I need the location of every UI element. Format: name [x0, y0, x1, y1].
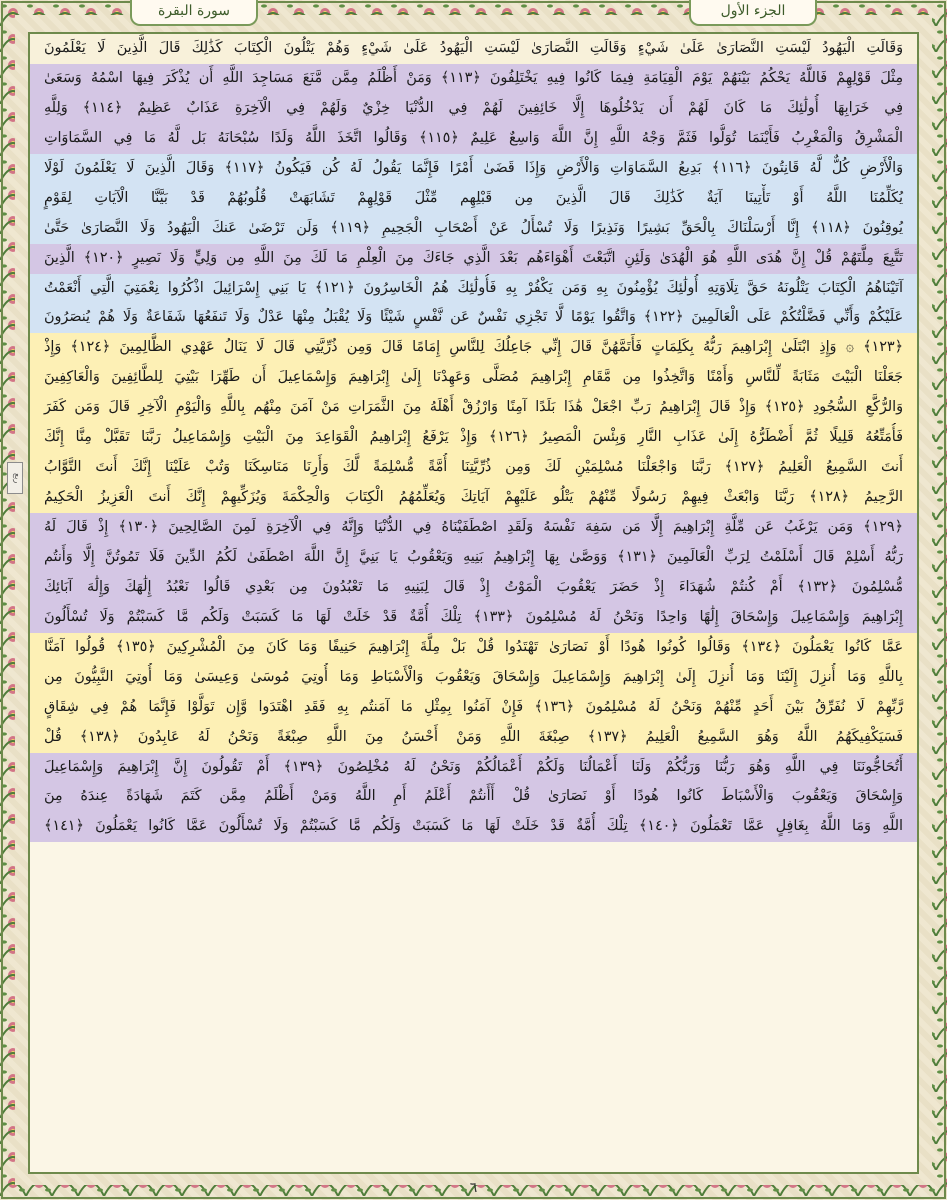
verse-line: مِثْلَ قَوْلِهِمْ فَاللَّهُ يَحْكُمُ بَيْنَهُمْ يَوْمَ الْقِيَامَةِ فِيمَا كَانُوا فِيهِ يَخْتَلِفُونَ ﴿١١٣﴾ وَمَنْ أَظْلَمُ مِمَّن مَّنَعَ مَسَاجِدَ اللَّهِ أَن يُذْكَرَ فِيهَا اسْمُهُ وَسَعَىٰ: [30, 64, 917, 94]
page-number: ٦: [469, 1180, 478, 1196]
verse-line: أَنتَ السَّمِيعُ الْعَلِيمُ ﴿١٢٧﴾ رَبَّنَا وَاجْعَلْنَا مُسْلِمَيْنِ لَكَ وَمِن ذُرِّيَّتِنَا أُمَّةً مُّسْلِمَةً لَّكَ وَأَرِنَا مَنَاسِكَنَا وَتُبْ عَلَيْنَا إِنَّكَ أَنتَ التَّوَّابُ: [30, 453, 917, 483]
surah-name-header: سورة البقرة: [130, 0, 258, 26]
verse-line: تَتَّبِعَ مِلَّتَهُمْ قُلْ إِنَّ هُدَى اللَّهِ هُوَ الْهُدَىٰ وَلَئِنِ اتَّبَعْتَ أَهْوَاءَهُم بَعْدَ الَّذِي جَاءَكَ مِنَ الْعِلْمِ مَا لَكَ مِنَ اللَّهِ مِن وَلِيٍّ وَلَا نَصِيرٍ ﴿١٢٠﴾ الَّذِينَ: [30, 244, 917, 274]
rub-marker: ربع: [7, 462, 23, 494]
verse-line: رَبُّهُ أَسْلِمْ قَالَ أَسْلَمْتُ لِرَبِّ الْعَالَمِينَ ﴿١٣١﴾ وَوَصَّىٰ بِهَا إِبْرَاهِيمُ بَنِيهِ وَيَعْقُوبُ يَا بَنِيَّ إِنَّ اللَّهَ اصْطَفَىٰ لَكُمُ الدِّينَ فَلَا تَمُوتُنَّ إِلَّا وَأَنتُم: [30, 543, 917, 573]
verse-text-block: [28, 32, 919, 1174]
verse-line: أَتُحَاجُّونَنَا فِي اللَّهِ وَهُوَ رَبُّنَا وَرَبُّكُمْ وَلَنَا أَعْمَالُنَا وَلَكُمْ أَعْمَالُكُمْ وَنَحْنُ لَهُ مُخْلِصُونَ ﴿١٣٩﴾ أَمْ تَقُولُونَ إِنَّ إِبْرَاهِيمَ وَإِسْمَاعِيلَ: [30, 753, 917, 783]
verse-line: الرَّحِيمُ ﴿١٢٨﴾ رَبَّنَا وَابْعَثْ فِيهِمْ رَسُولًا مِّنْهُمْ يَتْلُو عَلَيْهِمْ آيَاتِكَ وَيُعَلِّمُهُمُ الْكِتَابَ وَالْحِكْمَةَ وَيُزَكِّيهِمْ إِنَّكَ أَنتَ الْعَزِيزُ الْحَكِيمُ: [30, 483, 917, 513]
verse-line: وَقَالَتِ الْيَهُودُ لَيْسَتِ النَّصَارَىٰ عَلَىٰ شَيْءٍ وَقَالَتِ النَّصَارَىٰ لَيْسَتِ الْيَهُودُ عَلَىٰ شَيْءٍ وَهُمْ يَتْلُونَ الْكِتَابَ كَذَٰلِكَ قَالَ الَّذِينَ لَا يَعْلَمُونَ: [30, 34, 917, 64]
verse-line: وَإِسْحَاقَ وَيَعْقُوبَ وَالْأَسْبَاطَ كَانُوا هُودًا أَوْ نَصَارَىٰ قُلْ أَأَنتُمْ أَعْلَمُ أَمِ اللَّهُ وَمَنْ أَظْلَمُ مِمَّن كَتَمَ شَهَادَةً عِندَهُ مِنَ: [30, 782, 917, 812]
verse-line: فِي خَرَابِهَا أُولَٰئِكَ مَا كَانَ لَهُمْ أَن يَدْخُلُوهَا إِلَّا خَائِفِينَ لَهُمْ فِي الدُّنْيَا خِزْيٌ وَلَهُمْ فِي الْآخِرَةِ عَذَابٌ عَظِيمٌ ﴿١١٤﴾ وَلِلَّهِ: [30, 94, 917, 124]
juz-name-header: الجزء الأول: [689, 0, 817, 26]
verse-line: اللَّهِ وَمَا اللَّهُ بِغَافِلٍ عَمَّا تَعْمَلُونَ ﴿١٤٠﴾ تِلْكَ أُمَّةٌ قَدْ خَلَتْ لَهَا مَا كَسَبَتْ وَلَكُم مَّا كَسَبْتُمْ وَلَا تُسْأَلُونَ عَمَّا كَانُوا يَعْمَلُونَ ﴿١٤١﴾: [30, 812, 917, 842]
verse-line: فَسَيَكْفِيكَهُمُ اللَّهُ وَهُوَ السَّمِيعُ الْعَلِيمُ ﴿١٣٧﴾ صِبْغَةَ اللَّهِ وَمَنْ أَحْسَنُ مِنَ اللَّهِ صِبْغَةً وَنَحْنُ لَهُ عَابِدُونَ ﴿١٣٨﴾ قُلْ: [30, 723, 917, 753]
verse-line: وَالرُّكَّعِ السُّجُودِ ﴿١٢٥﴾ وَإِذْ قَالَ إِبْرَاهِيمُ رَبِّ اجْعَلْ هَٰذَا بَلَدًا آمِنًا وَارْزُقْ أَهْلَهُ مِنَ الثَّمَرَاتِ مَنْ آمَنَ مِنْهُم بِاللَّهِ وَالْيَوْمِ الْآخِرِ قَالَ وَمَن كَفَرَ: [30, 393, 917, 423]
verse-line: آتَيْنَاهُمُ الْكِتَابَ يَتْلُونَهُ حَقَّ تِلَاوَتِهِ أُولَٰئِكَ يُؤْمِنُونَ بِهِ وَمَن يَكْفُرْ بِهِ فَأُولَٰئِكَ هُمُ الْخَاسِرُونَ ﴿١٢١﴾ يَا بَنِي إِسْرَائِيلَ اذْكُرُوا نِعْمَتِيَ الَّتِي أَنْعَمْتُ: [30, 274, 917, 304]
verse-line: وَالْأَرْضِ كُلٌّ لَّهُ قَانِتُونَ ﴿١١٦﴾ بَدِيعُ السَّمَاوَاتِ وَالْأَرْضِ وَإِذَا قَضَىٰ أَمْرًا فَإِنَّمَا يَقُولُ لَهُ كُن فَيَكُونُ ﴿١١٧﴾ وَقَالَ الَّذِينَ لَا يَعْلَمُونَ لَوْلَا: [30, 154, 917, 184]
verse-line: فَأُمَتِّعُهُ قَلِيلًا ثُمَّ أَضْطَرُّهُ إِلَىٰ عَذَابِ النَّارِ وَبِئْسَ الْمَصِيرُ ﴿١٢٦﴾ وَإِذْ يَرْفَعُ إِبْرَاهِيمُ الْقَوَاعِدَ مِنَ الْبَيْتِ وَإِسْمَاعِيلُ رَبَّنَا تَقَبَّلْ مِنَّا إِنَّكَ: [30, 423, 917, 453]
verse-line: يُوقِنُونَ ﴿١١٨﴾ إِنَّا أَرْسَلْنَاكَ بِالْحَقِّ بَشِيرًا وَنَذِيرًا وَلَا تُسْأَلُ عَنْ أَصْحَابِ الْجَحِيمِ ﴿١١٩﴾ وَلَن تَرْضَىٰ عَنكَ الْيَهُودُ وَلَا النَّصَارَىٰ حَتَّىٰ: [30, 214, 917, 244]
verse-line: عَمَّا كَانُوا يَعْمَلُونَ ﴿١٣٤﴾ وَقَالُوا كُونُوا هُودًا أَوْ نَصَارَىٰ تَهْتَدُوا قُلْ بَلْ مِلَّةَ إِبْرَاهِيمَ حَنِيفًا وَمَا كَانَ مِنَ الْمُشْرِكِينَ ﴿١٣٥﴾ قُولُوا آمَنَّا: [30, 633, 917, 663]
verse-line: الْمَشْرِقُ وَالْمَغْرِبُ فَأَيْنَمَا تُوَلُّوا فَثَمَّ وَجْهُ اللَّهِ إِنَّ اللَّهَ وَاسِعٌ عَلِيمٌ ﴿١١٥﴾ وَقَالُوا اتَّخَذَ اللَّهُ وَلَدًا سُبْحَانَهُ بَل لَّهُ مَا فِي السَّمَاوَاتِ: [30, 124, 917, 154]
verse-line: إِبْرَاهِيمَ وَإِسْمَاعِيلَ وَإِسْحَاقَ إِلَٰهًا وَاحِدًا وَنَحْنُ لَهُ مُسْلِمُونَ ﴿١٣٣﴾ تِلْكَ أُمَّةٌ قَدْ خَلَتْ لَهَا مَا كَسَبَتْ وَلَكُم مَّا كَسَبْتُمْ وَلَا تُسْأَلُونَ: [30, 603, 917, 633]
verse-line: مُّسْلِمُونَ ﴿١٣٢﴾ أَمْ كُنتُمْ شُهَدَاءَ إِذْ حَضَرَ يَعْقُوبَ الْمَوْتُ إِذْ قَالَ لِبَنِيهِ مَا تَعْبُدُونَ مِن بَعْدِي قَالُوا نَعْبُدُ إِلَٰهَكَ وَإِلَٰهَ آبَائِكَ: [30, 573, 917, 603]
verse-line: عَلَيْكُمْ وَأَنِّي فَضَّلْتُكُمْ عَلَى الْعَالَمِينَ ﴿١٢٢﴾ وَاتَّقُوا يَوْمًا لَّا تَجْزِي نَفْسٌ عَن نَّفْسٍ شَيْئًا وَلَا يُقْبَلُ مِنْهَا عَدْلٌ وَلَا تَنفَعُهَا شَفَاعَةٌ وَلَا هُمْ يُنصَرُونَ: [30, 303, 917, 333]
verse-line: ﴿١٢٣﴾ ۞ وَإِذِ ابْتَلَىٰ إِبْرَاهِيمَ رَبُّهُ بِكَلِمَاتٍ فَأَتَمَّهُنَّ قَالَ إِنِّي جَاعِلُكَ لِلنَّاسِ إِمَامًا قَالَ وَمِن ذُرِّيَّتِي قَالَ لَا يَنَالُ عَهْدِي الظَّالِمِينَ ﴿١٢٤﴾ وَإِذْ: [30, 333, 917, 363]
verse-line: جَعَلْنَا الْبَيْتَ مَثَابَةً لِّلنَّاسِ وَأَمْنًا وَاتَّخِذُوا مِن مَّقَامِ إِبْرَاهِيمَ مُصَلًّى وَعَهِدْنَا إِلَىٰ إِبْرَاهِيمَ وَإِسْمَاعِيلَ أَن طَهِّرَا بَيْتِيَ لِلطَّائِفِينَ وَالْعَاكِفِينَ: [30, 363, 917, 393]
verse-line: ﴿١٢٩﴾ وَمَن يَرْغَبُ عَن مِّلَّةِ إِبْرَاهِيمَ إِلَّا مَن سَفِهَ نَفْسَهُ وَلَقَدِ اصْطَفَيْنَاهُ فِي الدُّنْيَا وَإِنَّهُ فِي الْآخِرَةِ لَمِنَ الصَّالِحِينَ ﴿١٣٠﴾ إِذْ قَالَ لَهُ: [30, 513, 917, 543]
verse-line: رَّبِّهِمْ لَا نُفَرِّقُ بَيْنَ أَحَدٍ مِّنْهُمْ وَنَحْنُ لَهُ مُسْلِمُونَ ﴿١٣٦﴾ فَإِنْ آمَنُوا بِمِثْلِ مَا آمَنتُم بِهِ فَقَدِ اهْتَدَوا وَّإِن تَوَلَّوْا فَإِنَّمَا هُمْ فِي شِقَاقٍ: [30, 693, 917, 723]
verse-line: يُكَلِّمُنَا اللَّهُ أَوْ تَأْتِينَا آيَةٌ كَذَٰلِكَ قَالَ الَّذِينَ مِن قَبْلِهِم مِّثْلَ قَوْلِهِمْ تَشَابَهَتْ قُلُوبُهُمْ قَدْ بَيَّنَّا الْآيَاتِ لِقَوْمٍ: [30, 184, 917, 214]
verse-line: بِاللَّهِ وَمَا أُنزِلَ إِلَيْنَا وَمَا أُنزِلَ إِلَىٰ إِبْرَاهِيمَ وَإِسْمَاعِيلَ وَإِسْحَاقَ وَيَعْقُوبَ وَالْأَسْبَاطِ وَمَا أُوتِيَ مُوسَىٰ وَعِيسَىٰ وَمَا أُوتِيَ النَّبِيُّونَ مِن: [30, 663, 917, 693]
